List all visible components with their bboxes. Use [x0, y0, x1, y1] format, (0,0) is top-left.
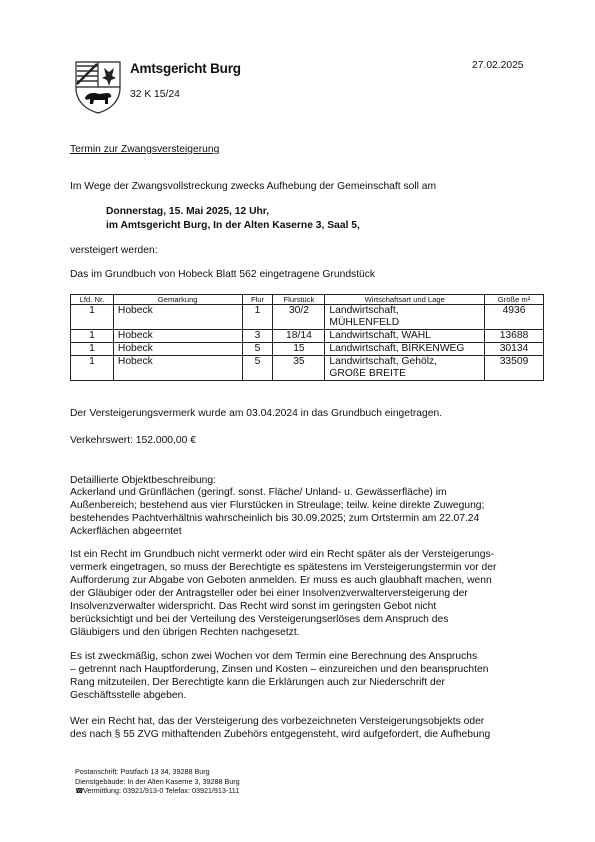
cell-flur: 5	[242, 343, 273, 356]
appointment-location: im Amtsgericht Burg, In der Alten Kaserne 3, Saal 5,	[106, 220, 360, 231]
lage-line: Landwirtschaft,	[329, 305, 399, 316]
paragraph-line: Wer ein Recht hat, das der Versteigerung des vorbezeichneten Versteigerungsobjekts oder	[70, 716, 485, 727]
col-header: Gemarkung	[113, 295, 242, 305]
cell-gemarkung: Hobeck	[113, 356, 242, 381]
table-row	[71, 330, 544, 343]
cell-lage	[325, 305, 485, 330]
cell-groesse: 4936	[485, 305, 544, 330]
lage-line: GROßE BREITE	[329, 368, 407, 379]
document-title: Termin zur Zwangsversteigerung	[70, 144, 220, 155]
paragraph-line: Rang mitzuteilen. Der Berechtigte kann die Erklärungen auch zur Niederschrift der	[70, 677, 445, 688]
paragraph-line: Gläubigers und den übrigen Rechten nachgesetzt.	[70, 627, 300, 638]
table-row	[71, 305, 544, 330]
cell-lage	[325, 356, 485, 381]
cell-lage: Landwirtschaft, BIRKENWEG	[325, 343, 485, 356]
cell-gemarkung: Hobeck	[113, 305, 242, 330]
telephone-icon: ☎	[75, 786, 84, 796]
cell-nr: 1	[71, 305, 114, 330]
auction-text: versteigert werden:	[70, 245, 158, 256]
lage-line: Landwirtschaft, Gehölz,	[329, 356, 437, 367]
footer-phone: Vermittlung: 03921/913-0 Telefax: 03921/913-111	[83, 786, 240, 796]
description-line: Ackerflächen abgeerntet	[70, 526, 182, 537]
cell-lage: Landwirtschaft, WAHL	[325, 330, 485, 343]
court-name: Amtsgericht Burg	[130, 61, 241, 76]
cell-nr: 1	[71, 356, 114, 381]
intro-text: Im Wege der Zwangsvollstreckung zwecks Aufhebung der Gemeinschaft soll am	[70, 181, 437, 192]
footer-postal: Postanschrift: Postfach 13 34, 39288 Burg	[75, 767, 210, 776]
paragraph-line: Es ist zweckmäßig, schon zwei Wochen vor dem Termin eine Berechnung des Anspruchs	[70, 651, 478, 662]
cell-flur: 1	[242, 305, 273, 330]
cell-flurstueck: 18/14	[273, 330, 325, 343]
vermerk-text: Der Versteigerungsvermerk wurde am 03.04.2024 in das Grundbuch eingetragen.	[70, 408, 443, 419]
table-header-row	[71, 295, 544, 305]
cell-groesse: 30134	[485, 343, 544, 356]
document-date: 27.02.2025	[472, 60, 524, 71]
cell-flur: 3	[242, 330, 273, 343]
footer-office: Dienstgebäude: In der Alten Kaserne 3, 39288 Burg	[75, 776, 240, 786]
paragraph-line: vermerk eingetragen, so muss der Berechtigte es spätestens im Versteigerungstermin vor der	[70, 562, 497, 573]
cell-nr: 1	[71, 343, 114, 356]
lage-line: MÜHLENFELD	[329, 317, 400, 328]
paragraph-line: Ist ein Recht im Grundbuch nicht vermerkt oder wird ein Recht später als der Versteigerungs-	[70, 549, 495, 560]
coat-of-arms-icon	[73, 60, 123, 114]
paragraph-objection	[70, 715, 524, 741]
paragraph-line: – getrennt nach Hauptforderung, Zinsen und Kosten – einzureichen und den beanspruchten	[70, 664, 489, 675]
description-title: Detaillierte Objektbeschreibung:	[70, 475, 216, 486]
footer-phone-line	[75, 786, 240, 796]
col-header: Lfd. Nr.	[71, 295, 114, 305]
register-text: Das im Grundbuch von Hobeck Blatt 562 eingetragene Grundstück	[70, 269, 376, 280]
col-header: Flurstück	[273, 295, 325, 305]
paragraph-line: Aufforderung zur Abgabe von Geboten anmelden. Er muss es auch glaubhaft machen, wenn	[70, 575, 492, 586]
description-line: Ackerland und Grünflächen (geringf. sonst. Fläche/ Unland- u. Gewässerfläche) im	[70, 487, 447, 498]
paragraph-line: Geschäftsstelle abgeben.	[70, 690, 187, 701]
paragraph-line: Insolvenzverwalter widerspricht. Das Recht wird sonst im geringsten Gebot nicht	[70, 601, 437, 612]
cell-flur: 5	[242, 356, 273, 381]
cell-groesse: 33509	[485, 356, 544, 381]
paragraph-claims	[70, 650, 524, 702]
col-header: Größe m²	[485, 295, 544, 305]
description-line: bestehendes Pachtverhältnis wahrscheinlich bis 30.09.2025; zum Ortstermin am 22.07.24	[70, 513, 480, 524]
table-row	[71, 343, 544, 356]
cell-nr: 1	[71, 330, 114, 343]
cell-gemarkung: Hobeck	[113, 330, 242, 343]
cell-groesse: 13688	[485, 330, 544, 343]
cell-flurstueck: 30/2	[273, 305, 325, 330]
col-header: Flur	[242, 295, 273, 305]
file-number: 32 K 15/24	[130, 89, 180, 100]
paragraph-line: berücksichtigt und bei der Verteilung des Versteigerungserlöses dem Anspruch des	[70, 614, 449, 625]
col-header: Wirtschaftsart und Lage	[325, 295, 485, 305]
paragraph-rights	[70, 548, 524, 639]
cell-flurstueck: 15	[273, 343, 325, 356]
paragraph-line: der Gläubiger oder der Antragsteller oder bei einer Insolvenzverwalterversteigerung der	[70, 588, 468, 599]
paragraph-line: des nach § 55 ZVG mithaftenden Zubehörs entgegensteht, wird aufgefordert, die Aufhebung	[70, 729, 491, 740]
cell-gemarkung: Hobeck	[113, 343, 242, 356]
property-table	[70, 294, 544, 381]
description-line: Außenbereich; bestehend aus vier Flurstücken in Streulage; teilw. keine direkte Zuwegung;	[70, 500, 485, 511]
table-row	[71, 356, 544, 381]
description-body	[70, 486, 524, 538]
cell-flurstueck: 35	[273, 356, 325, 381]
appointment-datetime: Donnerstag, 15. Mai 2025, 12 Uhr,	[106, 206, 270, 217]
verkehrswert: Verkehrswert: 152.000,00 €	[70, 435, 196, 446]
footer	[75, 767, 240, 796]
